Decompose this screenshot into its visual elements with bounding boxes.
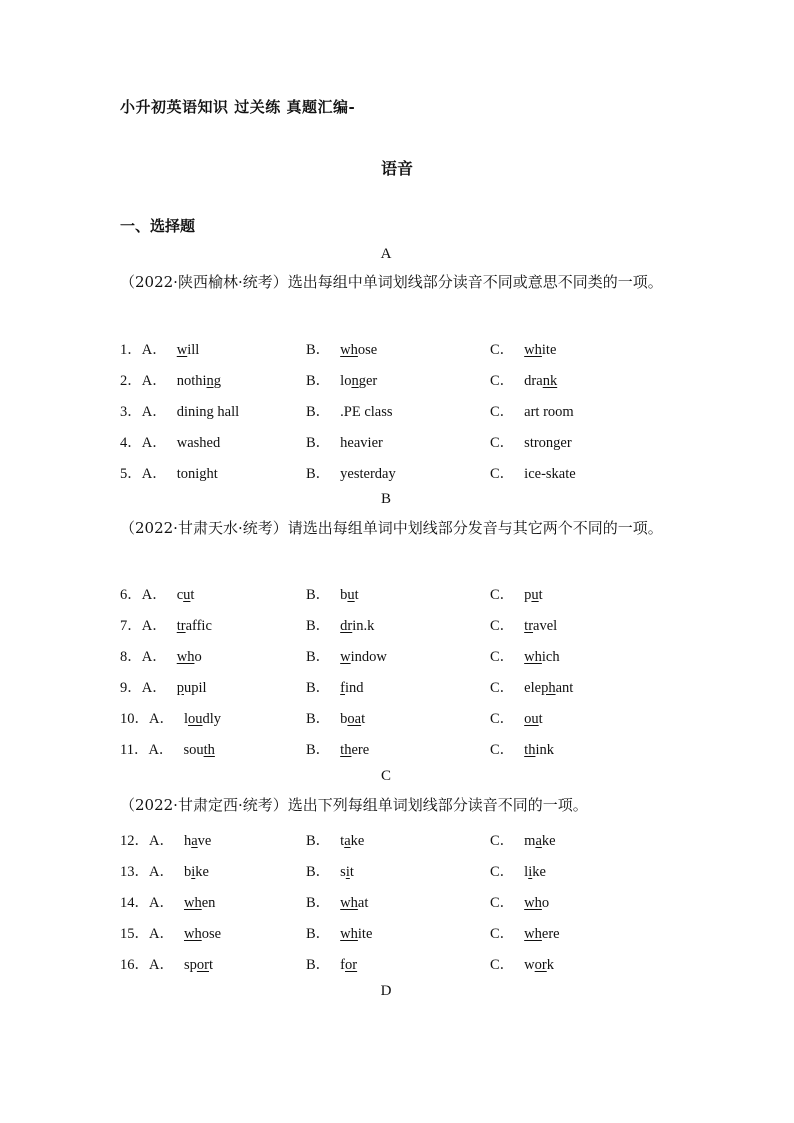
option-word bbox=[184, 895, 215, 911]
option-label: B． bbox=[306, 833, 331, 849]
question-row bbox=[120, 338, 680, 360]
group-letter: C bbox=[380, 768, 391, 784]
question-number: 8．A． bbox=[120, 649, 167, 665]
question-row bbox=[120, 462, 680, 484]
option-c[interactable] bbox=[490, 738, 554, 759]
word-part: ele bbox=[524, 680, 542, 696]
word-part: o bbox=[194, 649, 202, 665]
option-word bbox=[524, 587, 543, 603]
word-part: lo bbox=[340, 373, 352, 389]
option-b[interactable] bbox=[306, 707, 365, 728]
underlined-part: wh bbox=[183, 926, 202, 942]
option-label: B． bbox=[306, 864, 331, 880]
question-number: 9．A． bbox=[120, 680, 167, 696]
option-c[interactable] bbox=[490, 829, 556, 850]
word-part: avel bbox=[533, 618, 558, 634]
option-word bbox=[177, 342, 200, 358]
option-label: B． bbox=[306, 587, 331, 603]
word-part: b bbox=[340, 711, 348, 727]
word-part: b bbox=[340, 587, 348, 603]
word-part: ke bbox=[195, 864, 209, 880]
question-number: 5．A． bbox=[120, 466, 167, 482]
word-part: m bbox=[524, 833, 536, 849]
word-part: ill bbox=[187, 342, 200, 358]
option-word bbox=[183, 742, 214, 758]
option-c[interactable] bbox=[490, 676, 573, 697]
word-part: ich bbox=[541, 649, 560, 665]
option-word bbox=[524, 466, 576, 482]
option-word bbox=[524, 895, 549, 911]
option-c[interactable] bbox=[490, 614, 557, 635]
option-word bbox=[177, 466, 218, 482]
word-part: t bbox=[190, 587, 195, 603]
option-word bbox=[184, 957, 213, 973]
option-a[interactable] bbox=[120, 338, 199, 359]
word-part: in.k bbox=[352, 618, 375, 634]
question-number: 12．A． bbox=[120, 833, 174, 849]
underlined-part: wh bbox=[524, 649, 542, 665]
option-word bbox=[340, 587, 359, 603]
word-part: l bbox=[524, 864, 529, 880]
option-b[interactable] bbox=[306, 953, 357, 974]
option-a[interactable] bbox=[120, 583, 194, 604]
word-part: affic bbox=[185, 618, 212, 634]
group-letter: B bbox=[380, 491, 391, 507]
subject-heading: 语音 bbox=[380, 159, 413, 178]
option-word bbox=[524, 864, 546, 880]
underlined-part: ou bbox=[188, 711, 203, 727]
underlined-part: ng bbox=[206, 373, 222, 389]
option-label: B． bbox=[306, 373, 331, 389]
word-part: p bbox=[524, 587, 532, 603]
word-part: l bbox=[183, 711, 189, 727]
underlined-part: th bbox=[524, 742, 536, 758]
underlined-part: ou bbox=[524, 711, 539, 727]
question-number: 10．A． bbox=[120, 711, 174, 727]
question-row bbox=[120, 614, 680, 636]
option-b[interactable] bbox=[306, 860, 354, 881]
question-number: 15．A． bbox=[120, 926, 174, 942]
option-label: C． bbox=[490, 711, 515, 727]
word-part: dra bbox=[524, 373, 543, 389]
word-part: ite bbox=[541, 342, 557, 358]
option-b[interactable] bbox=[306, 614, 374, 635]
underlined-part: wh bbox=[524, 342, 542, 358]
word-part: ose bbox=[357, 342, 378, 358]
question-number: 3．A． bbox=[120, 404, 167, 420]
option-word bbox=[524, 373, 557, 389]
option-b[interactable] bbox=[306, 829, 364, 850]
word-part: indow bbox=[350, 649, 387, 665]
option-label: C． bbox=[490, 587, 515, 603]
question-row bbox=[120, 953, 680, 975]
option-word bbox=[340, 711, 365, 727]
option-b[interactable] bbox=[306, 462, 396, 483]
question-number: 2．A． bbox=[120, 373, 167, 389]
word-part: dly bbox=[202, 711, 222, 727]
option-label: B． bbox=[306, 466, 331, 482]
underlined-part: th bbox=[203, 742, 215, 758]
option-word bbox=[524, 742, 554, 758]
question-row bbox=[120, 369, 680, 391]
word-part: stronger bbox=[524, 435, 572, 451]
option-c[interactable] bbox=[490, 462, 576, 483]
word-part: t bbox=[349, 864, 354, 880]
option-c[interactable] bbox=[490, 891, 549, 912]
underlined-part: u bbox=[347, 587, 355, 603]
option-word bbox=[524, 926, 559, 942]
word-part: b bbox=[183, 864, 192, 880]
option-a[interactable] bbox=[120, 922, 221, 943]
question-number: 4．A． bbox=[120, 435, 167, 451]
option-label: B． bbox=[306, 618, 331, 634]
section-heading: 一、选择题 bbox=[120, 217, 196, 235]
question-number: 1．A． bbox=[120, 342, 167, 358]
option-word bbox=[524, 833, 555, 849]
underlined-part: n bbox=[351, 373, 359, 389]
question-row bbox=[120, 891, 680, 913]
option-label: B． bbox=[306, 649, 331, 665]
option-label: C． bbox=[490, 373, 515, 389]
option-word bbox=[340, 833, 364, 849]
word-part: t bbox=[340, 833, 345, 849]
option-a[interactable] bbox=[120, 400, 239, 421]
option-c[interactable] bbox=[490, 860, 546, 881]
underlined-part: or bbox=[534, 957, 547, 973]
option-label: C． bbox=[490, 957, 515, 973]
underlined-part: tr bbox=[524, 618, 534, 634]
underlined-part: wh bbox=[340, 342, 358, 358]
underlined-part: dr bbox=[340, 618, 353, 634]
underlined-part: ph bbox=[541, 680, 556, 696]
option-label: C． bbox=[490, 404, 515, 420]
option-label: B． bbox=[306, 404, 331, 420]
underlined-part: or bbox=[345, 957, 358, 973]
option-label: C． bbox=[490, 466, 515, 482]
option-word bbox=[524, 618, 557, 634]
option-c[interactable] bbox=[490, 369, 557, 390]
option-label: B． bbox=[306, 742, 331, 758]
word-part: ke bbox=[541, 833, 556, 849]
question-number: 16．A． bbox=[120, 957, 174, 973]
underlined-part: a bbox=[191, 833, 198, 849]
option-b[interactable] bbox=[306, 676, 364, 697]
option-a[interactable] bbox=[120, 645, 202, 666]
option-label: B． bbox=[306, 957, 331, 973]
word-part: at bbox=[357, 895, 369, 911]
underlined-part: wh bbox=[524, 926, 542, 942]
underlined-part: p bbox=[176, 680, 184, 696]
option-word bbox=[340, 618, 374, 634]
word-part: h bbox=[183, 833, 192, 849]
option-word bbox=[177, 587, 195, 603]
word-part: ant bbox=[555, 680, 574, 696]
underlined-part: a bbox=[535, 833, 542, 849]
question-row bbox=[120, 431, 680, 453]
option-label: B． bbox=[306, 680, 331, 696]
option-word bbox=[340, 895, 368, 911]
option-c[interactable] bbox=[490, 338, 556, 359]
option-a[interactable] bbox=[120, 369, 221, 390]
word-part: t bbox=[538, 587, 543, 603]
question-row bbox=[120, 400, 680, 422]
option-a[interactable] bbox=[120, 829, 211, 850]
word-part: art room bbox=[524, 404, 574, 420]
word-part: upil bbox=[183, 680, 207, 696]
option-word bbox=[184, 833, 211, 849]
option-word bbox=[340, 342, 377, 358]
option-word bbox=[177, 680, 207, 696]
group-letter: A bbox=[380, 246, 392, 262]
option-word bbox=[177, 649, 202, 665]
option-a[interactable] bbox=[120, 462, 218, 483]
option-label: B． bbox=[306, 895, 331, 911]
option-word bbox=[340, 649, 387, 665]
option-word bbox=[340, 404, 392, 420]
word-part: t bbox=[361, 711, 366, 727]
option-word bbox=[340, 435, 383, 451]
word-part: ite bbox=[357, 926, 373, 942]
question-row bbox=[120, 583, 680, 605]
option-word bbox=[177, 373, 221, 389]
word-part: sou bbox=[183, 742, 204, 758]
option-a[interactable] bbox=[120, 891, 215, 912]
option-a[interactable] bbox=[120, 707, 221, 728]
word-part: ger bbox=[358, 373, 378, 389]
option-word bbox=[524, 404, 574, 420]
option-word bbox=[340, 680, 363, 696]
question-row bbox=[120, 738, 680, 760]
option-b[interactable] bbox=[306, 338, 377, 359]
option-a[interactable] bbox=[120, 738, 215, 759]
option-c[interactable] bbox=[490, 922, 560, 943]
option-word bbox=[524, 435, 572, 451]
underlined-part: u bbox=[183, 587, 191, 603]
option-b[interactable] bbox=[306, 738, 369, 759]
word-part: ke bbox=[350, 833, 365, 849]
word-part: yesterday bbox=[340, 466, 396, 482]
option-label: B． bbox=[306, 342, 331, 358]
option-label: B． bbox=[306, 435, 331, 451]
underlined-part: u bbox=[531, 587, 539, 603]
question-row bbox=[120, 645, 680, 667]
underlined-part: f bbox=[340, 680, 346, 696]
underlined-part: wh bbox=[340, 926, 358, 942]
option-b[interactable] bbox=[306, 583, 359, 604]
option-label: C． bbox=[490, 864, 515, 880]
option-b[interactable] bbox=[306, 369, 377, 390]
word-part: ere bbox=[541, 926, 560, 942]
underlined-part: th bbox=[340, 742, 352, 758]
question-number: 6．A． bbox=[120, 587, 167, 603]
question-row bbox=[120, 922, 680, 944]
option-c[interactable] bbox=[490, 707, 543, 728]
word-part: washed bbox=[176, 435, 221, 451]
question-number: 13．A． bbox=[120, 864, 174, 880]
underlined-part: oa bbox=[347, 711, 362, 727]
word-part: k bbox=[546, 957, 554, 973]
word-part: ke bbox=[532, 864, 546, 880]
option-label: B． bbox=[306, 926, 331, 942]
option-a[interactable] bbox=[120, 676, 207, 697]
option-b[interactable] bbox=[306, 400, 393, 421]
group-instruction: （2022·陕西榆林·统考）选出每组中单词划线部分读音不同或意思不同类的一项。 bbox=[120, 273, 663, 291]
word-part: ere bbox=[351, 742, 370, 758]
word-part: .PE class bbox=[340, 404, 393, 420]
word-part: s bbox=[340, 864, 346, 880]
option-label: C． bbox=[490, 618, 515, 634]
option-word bbox=[340, 373, 377, 389]
option-label: C． bbox=[490, 833, 515, 849]
underlined-part: or bbox=[196, 957, 209, 973]
word-part: ice-skate bbox=[524, 466, 576, 482]
underlined-part: i bbox=[345, 864, 350, 880]
question-row bbox=[120, 860, 680, 882]
option-label: C． bbox=[490, 680, 515, 696]
option-label: C． bbox=[490, 742, 515, 758]
option-word bbox=[524, 957, 554, 973]
option-word bbox=[340, 742, 369, 758]
underlined-part: i bbox=[528, 864, 533, 880]
word-part: sp bbox=[183, 957, 197, 973]
option-label: B． bbox=[306, 711, 331, 727]
word-part: t bbox=[354, 587, 359, 603]
option-word bbox=[340, 926, 372, 942]
option-label: C． bbox=[490, 926, 515, 942]
option-b[interactable] bbox=[306, 431, 383, 452]
underlined-part: i bbox=[191, 864, 196, 880]
option-word bbox=[340, 864, 354, 880]
option-a[interactable] bbox=[120, 953, 213, 974]
option-label: C． bbox=[490, 649, 515, 665]
option-label: C． bbox=[490, 895, 515, 911]
option-word bbox=[184, 864, 209, 880]
word-part: o bbox=[541, 895, 550, 911]
group-letter: D bbox=[380, 983, 392, 999]
group-instruction: （2022·甘肃天水·统考）请选出每组单词中划线部分发音与其它两个不同的一项。 bbox=[120, 519, 663, 537]
option-word bbox=[524, 680, 573, 696]
option-c[interactable] bbox=[490, 953, 554, 974]
underlined-part: w bbox=[176, 342, 188, 358]
question-row bbox=[120, 707, 680, 729]
option-a[interactable] bbox=[120, 614, 212, 635]
question-number: 7．A． bbox=[120, 618, 167, 634]
option-word bbox=[177, 435, 221, 451]
word-part: t bbox=[208, 957, 214, 973]
question-row bbox=[120, 829, 680, 851]
word-part: t bbox=[538, 711, 543, 727]
word-part: ose bbox=[201, 926, 222, 942]
underlined-part: wh bbox=[176, 649, 195, 665]
option-word bbox=[340, 466, 396, 482]
option-word bbox=[184, 926, 221, 942]
document-title: 小升初英语知识 过关练 真题汇编- bbox=[120, 98, 356, 116]
question-row bbox=[120, 676, 680, 698]
word-part: tonight bbox=[176, 466, 218, 482]
option-b[interactable] bbox=[306, 891, 368, 912]
underlined-part: wh bbox=[524, 895, 542, 911]
word-part: nothi bbox=[176, 373, 207, 389]
option-a[interactable] bbox=[120, 860, 209, 881]
question-number: 14．A． bbox=[120, 895, 174, 911]
option-b[interactable] bbox=[306, 922, 372, 943]
word-part: w bbox=[524, 957, 535, 973]
option-word bbox=[177, 618, 212, 634]
word-part: ind bbox=[345, 680, 364, 696]
underlined-part: wh bbox=[183, 895, 202, 911]
word-part: dining hall bbox=[176, 404, 240, 420]
option-word bbox=[524, 342, 556, 358]
option-c[interactable] bbox=[490, 400, 574, 421]
group-instruction: （2022·甘肃定西·统考）选出下列每组单词划线部分读音不同的一项。 bbox=[120, 796, 588, 814]
question-number: 11．A． bbox=[120, 742, 174, 758]
word-part: ve bbox=[197, 833, 212, 849]
word-part: f bbox=[340, 957, 346, 973]
underlined-part: a bbox=[344, 833, 351, 849]
option-word bbox=[340, 957, 357, 973]
word-part: en bbox=[201, 895, 216, 911]
word-part: ink bbox=[535, 742, 554, 758]
option-word bbox=[524, 649, 559, 665]
option-b[interactable] bbox=[306, 645, 387, 666]
word-part: heavier bbox=[340, 435, 383, 451]
option-word bbox=[524, 711, 543, 727]
option-word bbox=[184, 711, 221, 727]
underlined-part: tr bbox=[176, 618, 186, 634]
option-c[interactable] bbox=[490, 431, 572, 452]
underlined-part: w bbox=[340, 649, 351, 665]
option-label: C． bbox=[490, 342, 515, 358]
option-a[interactable] bbox=[120, 431, 220, 452]
underlined-part: nk bbox=[542, 373, 558, 389]
word-part: c bbox=[176, 587, 184, 603]
option-c[interactable] bbox=[490, 645, 560, 666]
option-c[interactable] bbox=[490, 583, 543, 604]
option-word bbox=[177, 404, 239, 420]
option-label: C． bbox=[490, 435, 515, 451]
underlined-part: wh bbox=[340, 895, 358, 911]
